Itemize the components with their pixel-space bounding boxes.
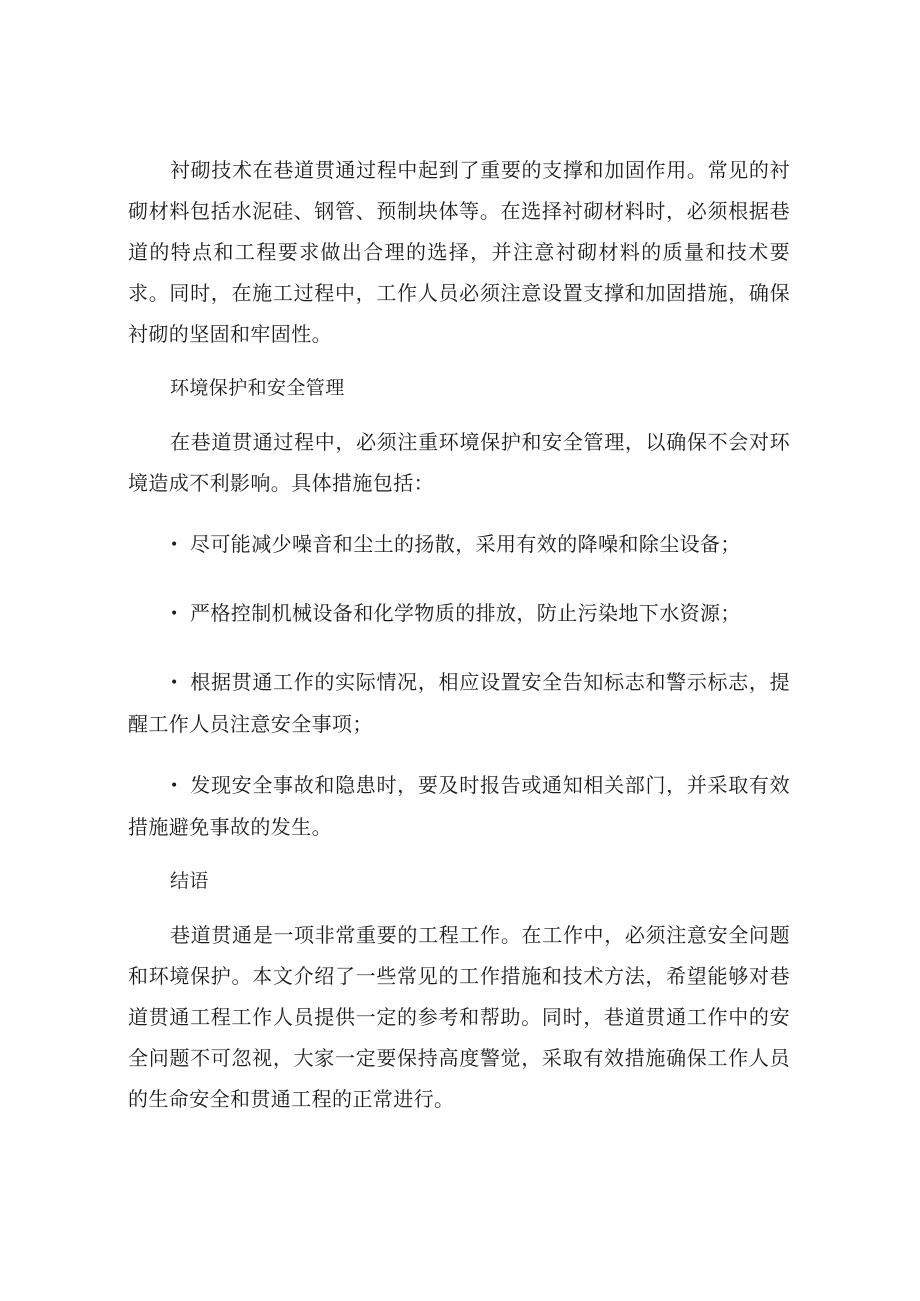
spacer xyxy=(128,902,790,915)
list-item-text: 严格控制机械设备和化学物质的排放，防止污染地下水资源； xyxy=(190,601,741,625)
bullet-icon: • xyxy=(170,778,179,794)
list-item xyxy=(128,524,790,566)
spacer xyxy=(128,355,790,368)
list-item-text: 发现安全事故和隐患时，要及时报告或通知相关部门，并采取有效措施避免事故的发生。 xyxy=(128,773,790,839)
spacer xyxy=(128,409,790,422)
bullet-icon: • xyxy=(170,606,179,622)
paragraph-lining-technology: 衬砌技术在巷道贯通过程中起到了重要的支撑和加固作用。常见的衬砌材料包括水泥硅、钢管、预制块体等。在选择衬砌材料时，必须根据巷道的特点和工程要求做出合理的选择，并注意衬砌材料的质量和技术要求。同时，在施工过程中，工作人员必须注意设置支撑和加固措施，确保衬砌的坚固和牢固性。 xyxy=(128,158,790,346)
section-heading-conclusion: 结语 xyxy=(170,870,209,892)
list-item xyxy=(128,593,790,635)
section-heading-environment: 环境保护和安全管理 xyxy=(170,377,345,399)
document-body xyxy=(128,150,790,1120)
paragraph-conclusion: 巷道贯通是一项非常重要的工程工作。在工作中，必须注意安全问题和环境保护。本文介绍了一些常见的工作措施和技术方法，希望能够对巷道贯通工程工作人员提供一定的参考和帮助。同时，巷道贯通工作中的安全问题不可忽视，大家一定要保持高度警觉，采取有效措施确保工作人员的生命安全和贯通工程的正常进行。 xyxy=(128,923,790,1111)
bullet-icon: • xyxy=(170,537,179,553)
spacer xyxy=(128,504,790,524)
spacer xyxy=(128,848,790,861)
list-item-text: 根据贯通工作的实际情况，相应设置安全告知标志和警示标志，提醒工作人员注意安全事项； xyxy=(128,670,790,736)
list-item xyxy=(128,765,790,848)
spacer xyxy=(128,566,790,593)
paragraph-environment-intro: 在巷道贯通过程中，必须注重环境保护和安全管理，以确保不会对环境造成不利影响。具体措施包括： xyxy=(128,430,790,495)
list-item-text: 尽可能减少噪音和尘土的扬散，采用有效的降噪和除尘设备； xyxy=(190,532,741,556)
spacer xyxy=(128,745,790,765)
spacer xyxy=(128,635,790,662)
list-item xyxy=(128,662,790,745)
bullet-icon: • xyxy=(170,675,179,691)
